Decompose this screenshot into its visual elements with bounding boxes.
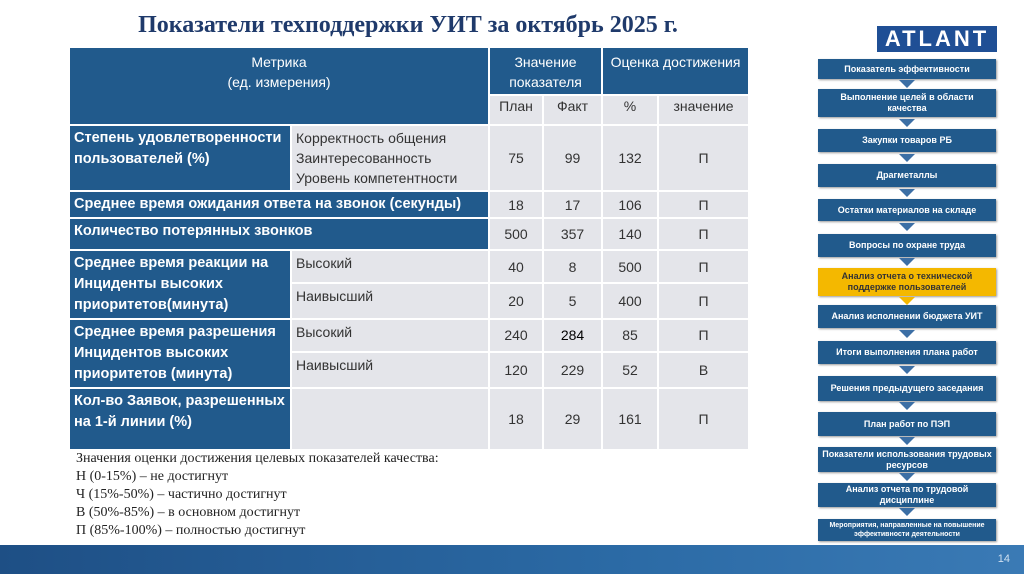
- arrow-down-icon: [899, 508, 915, 516]
- pct-cell: 500: [602, 250, 658, 283]
- flow-step: Драгметаллы: [818, 164, 996, 187]
- score-cell: П: [658, 250, 749, 283]
- table-row: [69, 191, 749, 218]
- metric-label: Степень удовлетворенности пользователей (%): [69, 125, 291, 191]
- table-row: [69, 388, 749, 450]
- metric-label: Среднее время реакции на Инциденты высоких приоритетов(минута): [69, 250, 291, 319]
- table-row: [69, 319, 749, 352]
- header-pct: %: [602, 95, 658, 125]
- fact-cell: 284: [543, 319, 602, 352]
- header-value: Значение показателя: [489, 47, 602, 95]
- header-plan: План: [489, 95, 543, 125]
- arrow-down-icon: [899, 189, 915, 197]
- score-cell: П: [658, 191, 749, 218]
- metrics-table: [68, 46, 750, 451]
- score-cell: П: [658, 218, 749, 250]
- flow-step: Выполнение целей в области качества: [818, 89, 996, 117]
- flow-step: Мероприятия, направленные на повышение эффективности деятельности: [818, 519, 996, 541]
- plan-cell: 120: [489, 352, 543, 388]
- sub-criteria: Корректность общения Заинтересованность Уровень компетентности: [291, 125, 489, 191]
- arrow-down-icon: [899, 366, 915, 374]
- arrow-down-icon: [899, 402, 915, 410]
- flow-step: План работ по ПЭП: [818, 412, 996, 436]
- priority-label: Наивысший: [291, 352, 489, 388]
- footer-bar: [0, 545, 1024, 574]
- legend-title: Значения оценки достижения целевых показателей качества:: [76, 451, 439, 466]
- table-row: [69, 125, 749, 191]
- table-row: [69, 218, 749, 250]
- flow-step: Анализ отчета по трудовой дисциплине: [818, 483, 996, 507]
- pct-cell: 400: [602, 283, 658, 319]
- header-val: значение: [658, 95, 749, 125]
- fact-cell: 229: [543, 352, 602, 388]
- score-cell: П: [658, 283, 749, 319]
- metric-label: Кол-во Заявок, разрешенных на 1-й линии (%): [69, 388, 291, 450]
- fact-cell: 8: [543, 250, 602, 283]
- arrow-down-icon: [899, 437, 915, 445]
- metric-label: Количество потерянных звонков: [69, 218, 489, 250]
- header-metric: Метрика (ед. измерения): [69, 47, 489, 125]
- legend-item: В (50%-85%) – в основном достигнут: [76, 505, 301, 520]
- priority-label: Высокий: [291, 250, 489, 283]
- arrow-down-icon: [899, 258, 915, 266]
- pct-cell: 106: [602, 191, 658, 218]
- fact-cell: 17: [543, 191, 602, 218]
- arrow-down-icon: [899, 330, 915, 338]
- priority-label: Наивысший: [291, 283, 489, 319]
- flow-step: Решения предыдущего заседания: [818, 376, 996, 401]
- page-title: Показатели техподдержки УИТ за октябрь 2025 г.: [138, 12, 678, 38]
- header-score: Оценка достижения: [602, 47, 749, 95]
- plan-cell: 500: [489, 218, 543, 250]
- flow-step: Закупки товаров РБ: [818, 129, 996, 152]
- flow-step: Остатки материалов на складе: [818, 199, 996, 221]
- metric-label: Среднее время разрешения Инцидентов высоких приоритетов (минута): [69, 319, 291, 388]
- score-legend: [76, 450, 439, 540]
- legend-item: П (85%-100%) – полностью достигнут: [76, 523, 306, 538]
- priority-label: Высокий: [291, 319, 489, 352]
- atlant-logo: ATLANT: [877, 26, 997, 52]
- plan-cell: 75: [489, 125, 543, 191]
- flow-step: Показатель эффективности: [818, 59, 996, 79]
- plan-cell: 20: [489, 283, 543, 319]
- metric-label: Среднее время ожидания ответа на звонок (секунды): [69, 191, 489, 218]
- flow-step-current: Анализ отчета о технической поддержке пользователей: [818, 268, 996, 296]
- legend-item: Н (0-15%) – не достигнут: [76, 469, 229, 484]
- arrow-down-icon: [899, 154, 915, 162]
- arrow-down-icon: [899, 80, 915, 88]
- plan-cell: 40: [489, 250, 543, 283]
- legend-item: Ч (15%-50%) – частично достигнут: [76, 487, 287, 502]
- fact-cell: 29: [543, 388, 602, 450]
- plan-cell: 18: [489, 388, 543, 450]
- header-fact: Факт: [543, 95, 602, 125]
- pct-cell: 85: [602, 319, 658, 352]
- plan-cell: 18: [489, 191, 543, 218]
- table-row: [69, 250, 749, 283]
- flow-step: Итоги выполнения плана работ: [818, 341, 996, 364]
- arrow-down-icon: [899, 297, 915, 305]
- flow-step: Вопросы по охране труда: [818, 234, 996, 257]
- pct-cell: 140: [602, 218, 658, 250]
- arrow-down-icon: [899, 473, 915, 481]
- fact-cell: 5: [543, 283, 602, 319]
- score-cell: П: [658, 388, 749, 450]
- pct-cell: 52: [602, 352, 658, 388]
- fact-cell: 357: [543, 218, 602, 250]
- pct-cell: 132: [602, 125, 658, 191]
- flow-step: Анализ исполнении бюджета УИТ: [818, 305, 996, 328]
- arrow-down-icon: [899, 223, 915, 231]
- pct-cell: 161: [602, 388, 658, 450]
- empty-cell: [291, 388, 489, 450]
- score-cell: П: [658, 319, 749, 352]
- flow-step: Показатели использования трудовых ресурсов: [818, 447, 996, 472]
- page-number: 14: [997, 553, 1010, 565]
- arrow-down-icon: [899, 119, 915, 127]
- fact-cell: 99: [543, 125, 602, 191]
- score-cell: В: [658, 352, 749, 388]
- plan-cell: 240: [489, 319, 543, 352]
- score-cell: П: [658, 125, 749, 191]
